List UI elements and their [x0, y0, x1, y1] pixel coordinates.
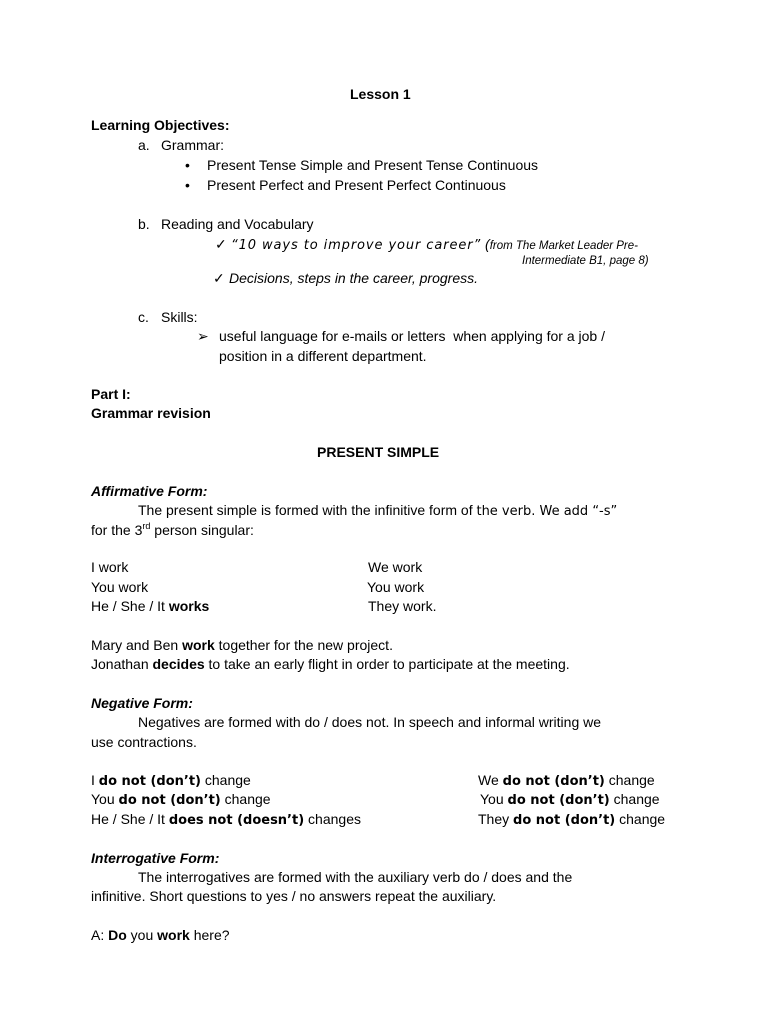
example-verb: decides [152, 656, 205, 672]
lesson-title: Lesson 1 [350, 86, 411, 102]
conjugation-verb: works [168, 598, 210, 614]
interrogative-intro-1: The interrogatives are formed with the auxiliary verb do / does and the [138, 869, 573, 885]
negative-aux: do not (don’t) [98, 774, 201, 789]
negative-left [91, 771, 251, 791]
negative-subject: I [91, 772, 99, 788]
conjugation-left: You work [91, 579, 149, 595]
objectives-heading: Learning Objectives: [91, 117, 230, 133]
negative-verb: change [615, 811, 666, 827]
example-sentence [91, 655, 570, 674]
objective-c-label: c. [138, 309, 149, 325]
affirmative-intro-2 [91, 521, 254, 542]
question-part: you [126, 927, 158, 943]
negative-subject: He / She / It [91, 811, 169, 827]
bullet-icon: • [185, 157, 190, 173]
reading-paren: ( [481, 236, 490, 252]
objective-a-text: Grammar: [161, 137, 224, 153]
grammar-item [185, 156, 539, 175]
checkmark-icon: ✓ [213, 270, 225, 286]
negative-right [478, 810, 665, 830]
reading-source-1: from The Market Leader Pre- [489, 240, 638, 252]
checkmark-icon: ✓ [215, 236, 227, 252]
vocab-item [213, 269, 478, 288]
conjugation-subject: He / She / It [91, 598, 169, 614]
example-part: together for the new project. [214, 637, 393, 653]
example-part: to take an early flight in order to participate at the meeting. [204, 656, 570, 672]
grammar-item-text: Present Perfect and Present Perfect Continuous [207, 177, 506, 193]
reading-source-2: Intermediate B1, page 8) [522, 255, 649, 267]
question-aux: Do [108, 927, 127, 943]
example-verb: work [182, 637, 215, 653]
conjugation-right: We work [368, 559, 423, 575]
affirmative-intro-part: person singular: [150, 522, 254, 538]
negative-verb: changes [304, 811, 361, 827]
grammar-item [185, 176, 506, 195]
negative-aux: does not (doesn’t) [168, 813, 305, 828]
objective-a [138, 136, 224, 155]
negative-aux: do not (don’t) [513, 813, 616, 828]
conjugation-right: They work. [368, 598, 437, 614]
arrow-bullet-icon: ➢ [197, 328, 209, 344]
objective-a-label: a. [138, 137, 150, 153]
vocab-item-text: Decisions, steps in the career, progress. [229, 270, 479, 286]
objective-b-text: Reading and Vocabulary [161, 216, 314, 232]
negative-subject: You [91, 791, 119, 807]
interrogative-heading: Interrogative Form: [91, 850, 220, 866]
conjugation-left: I work [91, 559, 129, 575]
affirmative-intro-part: for the 3 [91, 522, 143, 538]
affirmative-intro-part: the verb. We add “-s” [476, 504, 618, 519]
negative-verb: change [220, 791, 271, 807]
part-label: Part I: [91, 386, 131, 402]
objective-b-label: b. [138, 216, 150, 232]
example-part: Mary and Ben [91, 637, 183, 653]
negative-intro-2: use contractions. [91, 734, 197, 750]
skills-line-1: useful language for e-mails or letters when applying for a job / [219, 328, 605, 344]
superscript: rd [142, 521, 151, 531]
part-title: Grammar revision [91, 405, 211, 421]
section-title: PRESENT SIMPLE [317, 444, 440, 460]
bullet-icon: • [185, 177, 190, 193]
affirmative-heading: Affirmative Form: [91, 483, 208, 499]
negative-verb: change [201, 772, 251, 788]
negative-left [91, 810, 361, 830]
affirmative-intro-part: The present simple is formed with the infinitive form of [138, 502, 477, 518]
example-sentence [91, 636, 393, 655]
example-part: Jonathan [91, 656, 153, 672]
negative-verb: change [604, 772, 655, 788]
negative-aux: do not (don’t) [118, 793, 221, 808]
question-example [91, 926, 230, 945]
negative-intro-1: Negatives are formed with do / does not. In speech and informal writing we [138, 714, 602, 730]
conjugation-left [91, 597, 209, 616]
negative-heading: Negative Form: [91, 695, 193, 711]
skills-item [197, 327, 605, 346]
negative-right [480, 790, 660, 810]
skills-line-2: position in a different department. [219, 348, 427, 364]
objective-b [138, 215, 314, 234]
negative-subject: You [480, 791, 508, 807]
negative-subject: We [478, 772, 503, 788]
objective-c-text: Skills: [161, 309, 198, 325]
negative-aux: do not (don’t) [502, 774, 605, 789]
negative-verb: change [609, 791, 660, 807]
question-part: A: [91, 927, 109, 943]
negative-subject: They [478, 811, 514, 827]
negative-right [478, 771, 655, 791]
objective-c [138, 308, 198, 327]
interrogative-intro-2: infinitive. Short questions to yes / no answers repeat the auxiliary. [91, 888, 497, 904]
negative-left [91, 790, 271, 810]
conjugation-right: You work [367, 579, 425, 595]
affirmative-intro [138, 501, 617, 521]
question-part: here? [189, 927, 230, 943]
question-verb: work [157, 927, 190, 943]
negative-aux: do not (don’t) [507, 793, 610, 808]
reading-title: “10 ways to improve your career” [231, 238, 482, 253]
grammar-item-text: Present Tense Simple and Present Tense Continuous [207, 157, 539, 173]
